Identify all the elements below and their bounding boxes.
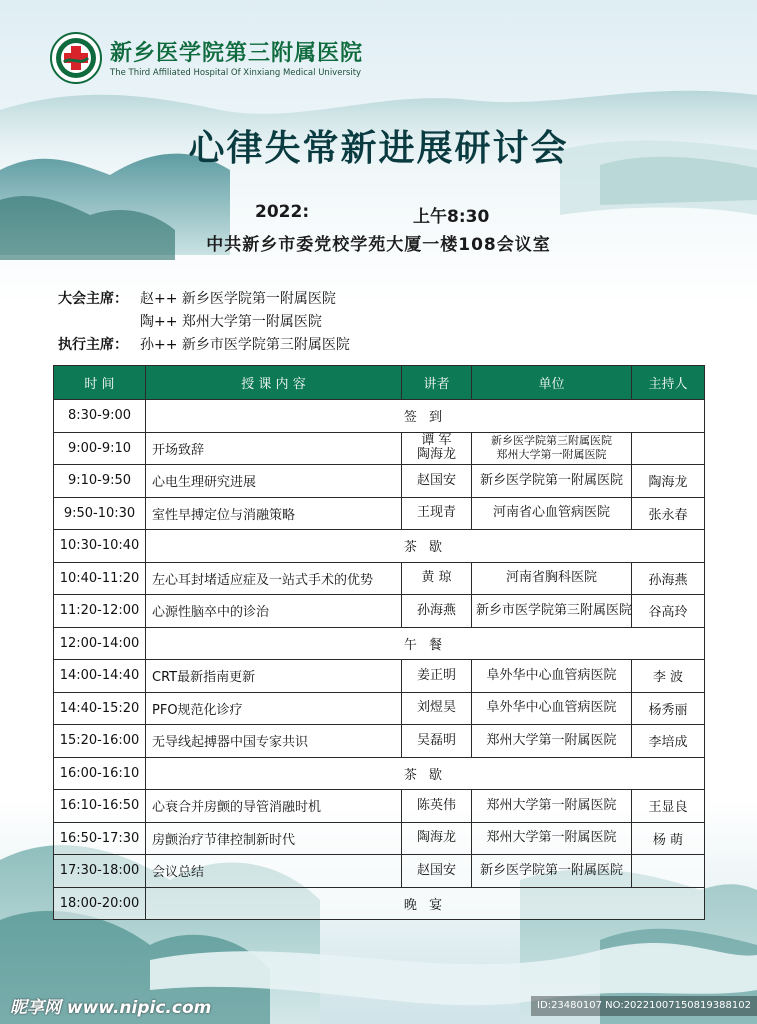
row-time: 9:00-9:10 (54, 432, 146, 465)
table-row (54, 465, 705, 498)
row-topic: 开场致辞 (146, 432, 402, 465)
row-host (632, 855, 705, 888)
hospital-logo (50, 32, 370, 86)
conference-chair-line (58, 311, 350, 334)
table-row (54, 530, 705, 563)
table-row (54, 432, 705, 465)
table-row (54, 660, 705, 693)
row-unit: 郑州大学第一附属医院 (472, 822, 632, 855)
table-row (54, 595, 705, 628)
watermark-logo: 昵享网 www.nipic.com (10, 998, 212, 1018)
row-topic: 会议总结 (146, 855, 402, 888)
table-header-row (54, 366, 705, 400)
row-time: 16:00-16:10 (54, 757, 146, 790)
header-unit: 单位 (472, 366, 632, 400)
row-speaker: 刘煜昊 (402, 692, 472, 725)
row-speaker: 陶海龙 (402, 822, 472, 855)
hospital-emblem-icon (50, 32, 102, 84)
conference-chair-line (58, 288, 350, 311)
row-speaker: 赵国安 (402, 855, 472, 888)
row-unit-2: 郑州大学第一附属医院 (496, 448, 607, 462)
row-time: 8:30-9:00 (54, 400, 146, 433)
table-row (54, 562, 705, 595)
row-break: 晚 宴 (146, 887, 705, 920)
row-time: 16:50-17:30 (54, 822, 146, 855)
executive-chair: 孙++ 新乡市医学院第三附属医院 (140, 337, 350, 353)
table-row (54, 725, 705, 758)
row-time: 10:30-10:40 (54, 530, 146, 563)
row-host: 杨 萌 (632, 822, 705, 855)
row-break: 茶 歇 (146, 757, 705, 790)
row-speaker: 王现青 (402, 497, 472, 530)
chairs-section (58, 288, 350, 357)
row-time: 15:20-16:00 (54, 725, 146, 758)
executive-chair-line (58, 334, 350, 357)
row-host: 谷高玲 (632, 595, 705, 628)
row-unit: 阜外华中心血管病医院 (472, 692, 632, 725)
row-topic: 房颤治疗节律控制新时代 (146, 822, 402, 855)
row-break: 茶 歇 (146, 530, 705, 563)
row-time: 17:30-18:00 (54, 855, 146, 888)
event-title: 心律失常新进展研讨会 (188, 128, 569, 169)
row-break: 午 餐 (146, 627, 705, 660)
row-host (632, 432, 705, 465)
row-speaker: 姜正明 (402, 660, 472, 693)
row-topic: 无导线起搏器中国专家共识 (146, 725, 402, 758)
row-topic: CRT最新指南更新 (146, 660, 402, 693)
row-unit (472, 432, 632, 465)
table-row (54, 790, 705, 823)
row-unit: 阜外华中心血管病医院 (472, 660, 632, 693)
row-topic: 心衰合并房颤的导管消融时机 (146, 790, 402, 823)
row-topic: 左心耳封堵适应症及一站式手术的优势 (146, 562, 402, 595)
row-time: 14:00-14:40 (54, 660, 146, 693)
table-row (54, 855, 705, 888)
row-time: 12:00-14:00 (54, 627, 146, 660)
conference-chair-1: 赵++ 新乡医学院第一附属医院 (140, 291, 336, 307)
row-host: 张永春 (632, 497, 705, 530)
row-unit: 新乡医学院第一附属医院 (472, 855, 632, 888)
table-row (54, 692, 705, 725)
row-unit-1: 新乡医学院第三附属医院 (491, 434, 612, 448)
hospital-name-en: The Third Affiliated Hospital Of Xinxiang Medical University (110, 68, 362, 78)
row-host: 王显良 (632, 790, 705, 823)
event-time: 上午8:30 (413, 207, 490, 227)
image-id-label: ID:23480107 NO:20221007150819388102 (531, 996, 757, 1016)
row-host: 陶海龙 (632, 465, 705, 498)
schedule-body (54, 400, 705, 920)
row-time: 10:40-11:20 (54, 562, 146, 595)
row-host: 李培成 (632, 725, 705, 758)
row-unit: 郑州大学第一附属医院 (472, 725, 632, 758)
row-speaker-2: 陶海龙 (416, 447, 456, 463)
header-time: 时 间 (54, 366, 146, 400)
row-speaker: 陈英伟 (402, 790, 472, 823)
row-speaker: 赵国安 (402, 465, 472, 498)
row-topic: 心源性脑卒中的诊治 (146, 595, 402, 628)
table-row (54, 497, 705, 530)
row-time: 9:10-9:50 (54, 465, 146, 498)
row-speaker (402, 432, 472, 465)
header-speaker: 讲者 (402, 366, 472, 400)
executive-chair-label: 执行主席： (58, 337, 128, 353)
row-time: 18:00-20:00 (54, 887, 146, 920)
row-unit: 新乡市医学院第三附属医院 (472, 595, 632, 628)
table-row (54, 822, 705, 855)
hospital-name-cn: 新乡医学院第三附属医院 (110, 40, 364, 66)
row-unit: 郑州大学第一附属医院 (472, 790, 632, 823)
row-host: 李 波 (632, 660, 705, 693)
row-time: 14:40-15:20 (54, 692, 146, 725)
row-unit: 新乡医学院第一附属医院 (472, 465, 632, 498)
conference-chair-2: 陶++ 郑州大学第一附属医院 (140, 314, 322, 330)
table-row (54, 757, 705, 790)
row-topic: PFO规范化诊疗 (146, 692, 402, 725)
row-topic: 心电生理研究进展 (146, 465, 402, 498)
conference-chair-label: 大会主席： (58, 291, 128, 307)
row-unit: 河南省心血管病医院 (472, 497, 632, 530)
row-speaker: 黄 琼 (402, 562, 472, 595)
row-speaker-1: 谭 军 (421, 433, 452, 449)
header-host: 主持人 (632, 366, 705, 400)
header-topic: 授 课 内 容 (146, 366, 402, 400)
table-row (54, 627, 705, 660)
row-topic: 室性早搏定位与消融策略 (146, 497, 402, 530)
row-speaker: 孙海燕 (402, 595, 472, 628)
table-row (54, 400, 705, 433)
row-time: 16:10-16:50 (54, 790, 146, 823)
table-row (54, 887, 705, 920)
event-venue: 中共新乡市委党校学苑大厦一楼108会议室 (206, 235, 551, 255)
row-time: 9:50-10:30 (54, 497, 146, 530)
row-host: 孙海燕 (632, 562, 705, 595)
row-time: 11:20-12:00 (54, 595, 146, 628)
row-speaker: 吴磊明 (402, 725, 472, 758)
row-host: 杨秀丽 (632, 692, 705, 725)
row-unit: 河南省胸科医院 (472, 562, 632, 595)
event-date: 2022: (255, 202, 310, 222)
row-break: 签 到 (146, 400, 705, 433)
schedule-table (53, 365, 705, 920)
event-datetime (0, 202, 757, 228)
